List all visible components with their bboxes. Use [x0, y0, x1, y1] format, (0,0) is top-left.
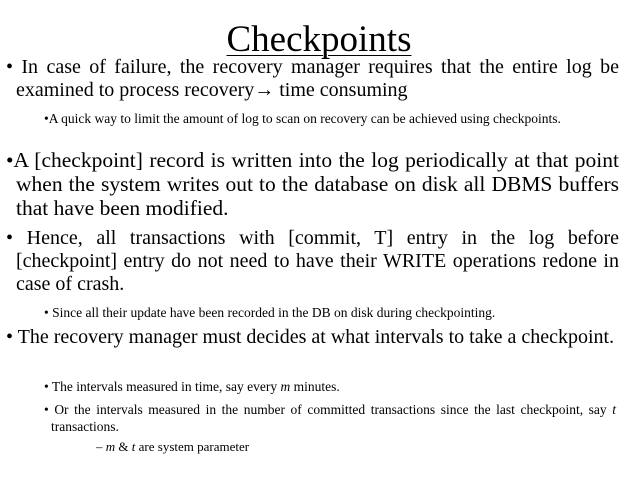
bullet-marker: • [44, 111, 49, 126]
bullet-marker: • [6, 227, 27, 249]
bullet-text: A [checkpoint] record is written into the log periodically at that point when the system writes out to the database on disk all DBMS buffers that have been modified. [13, 148, 619, 220]
bullet-text: A quick way to limit the amount of log to scan on recovery can be achieved using checkpoints. [48, 111, 561, 126]
bullet-recovery-intervals [6, 326, 619, 349]
bullet-text: The recovery manager must decides at what intervals to take a checkpoint. [17, 326, 615, 348]
bullet-marker: • [44, 402, 55, 417]
bullet-text: In case of failure, the recovery manager requires that the entire log be examined to process recovery→ time consuming [16, 56, 619, 101]
bullet-text: Or the intervals measured in the number of committed transactions since the last checkpoint, say [54, 402, 613, 417]
sub-bullet-time-intervals [44, 378, 616, 395]
bullet-marker: • [6, 148, 14, 172]
bullet-failure-recovery [6, 56, 619, 102]
sub-bullet-since-updates [44, 304, 616, 321]
ampersand: & [115, 439, 132, 454]
dash-marker: – [96, 439, 106, 454]
variable-t: t [612, 402, 616, 417]
bullet-marker: • [6, 326, 18, 348]
bullet-hence-transactions [6, 227, 619, 296]
bullet-marker: • [6, 56, 22, 78]
variable-t: t [131, 439, 136, 454]
variable-m: m [105, 439, 116, 454]
sub-sub-bullet-system-parameter [96, 439, 596, 455]
sub-bullet-transaction-intervals [44, 401, 616, 435]
slide-title: Checkpoints [226, 19, 412, 60]
bullet-text: Hence, all transactions with [commit, T] entry in the log before [checkpoint] entry do not need to have their WRITE operations redone in case of crash. [16, 227, 619, 295]
variable-m: m [280, 379, 291, 394]
bullet-text: Since all their update have been recorded in the DB on disk during checkpointing. [52, 305, 496, 320]
bullet-text: are system parameter [135, 439, 250, 454]
bullet-checkpoint-record [6, 148, 619, 220]
bullet-text: minutes. [290, 379, 340, 394]
bullet-marker: • [44, 379, 52, 394]
sub-bullet-quick-way [44, 110, 616, 127]
bullet-marker: • [44, 305, 53, 320]
bullet-text: The intervals measured in time, say every [51, 379, 281, 394]
bullet-text: transactions. [51, 419, 119, 434]
